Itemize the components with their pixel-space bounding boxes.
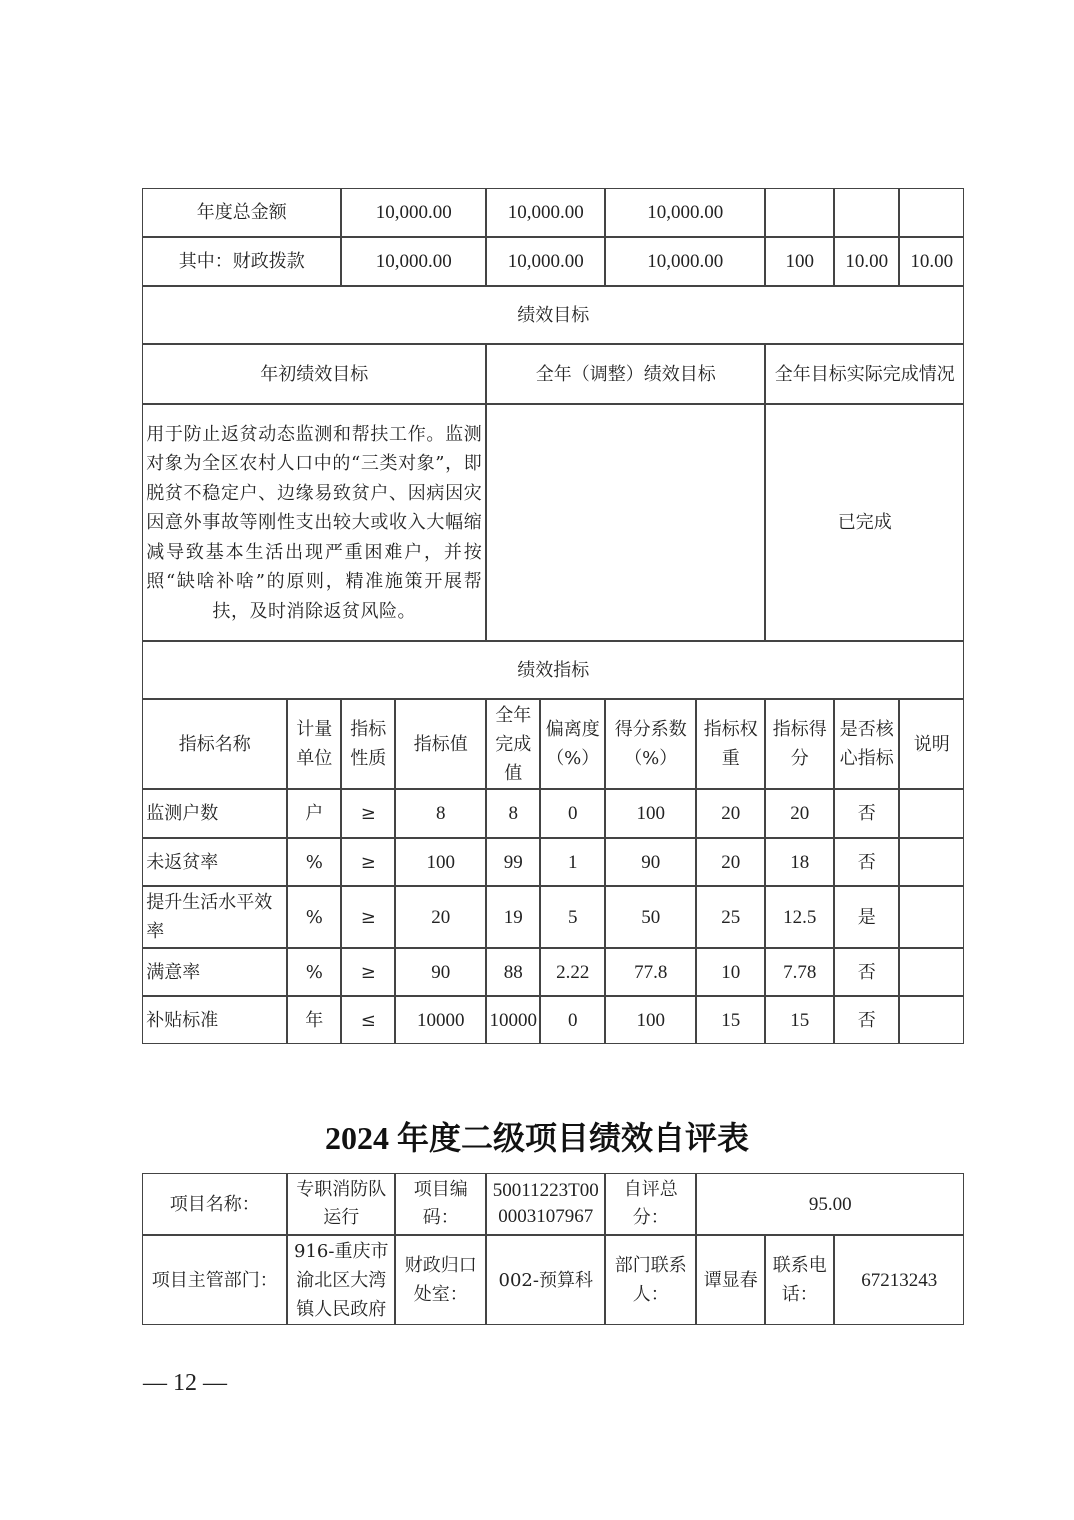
indicator-row-target-value-text: 20 [431, 906, 451, 928]
indicator-row-unit-text: % [305, 906, 323, 928]
indicator-row-unit-text: 年 [305, 1009, 324, 1031]
header-nature-text: 指标性质 [350, 719, 387, 770]
form-title: 2024 年度二级项目绩效自评表 [324, 1120, 749, 1156]
indicator-row-score-coefficient-text: 50 [641, 906, 661, 928]
header-remark-text: 说明 [913, 733, 950, 755]
project-name-value [287, 1173, 395, 1235]
finance-office-value-text: 002-预算科 [498, 1269, 593, 1291]
funds-amount-adjusted-text: 10,000.00 [507, 202, 584, 224]
indicator-row-score-coefficient-text: 77.8 [634, 961, 668, 983]
indicator-row-indicator-name-text: 补贴标准 [146, 1009, 219, 1031]
goals-col-initial-text: 年初绩效目标 [260, 363, 369, 385]
funds-amount-budget-text: 10,000.00 [375, 251, 452, 273]
dept-label-text: 项目主管部门： [151, 1269, 278, 1291]
indicator-row-is-core-text: 否 [857, 851, 876, 873]
indicator-row-actual-value-text: 19 [503, 906, 523, 928]
indicator-row-target-value-text: 10000 [417, 1009, 465, 1031]
indicator-row-actual-value-text: 10000 [489, 1009, 537, 1031]
header-weight-text: 指标权重 [703, 719, 758, 770]
indicator-row-score-text: 12.5 [783, 906, 817, 928]
project-name-value-text: 专职消防队运行 [296, 1179, 387, 1229]
indicator-row-deviation-text: 0 [568, 1009, 578, 1031]
self-score-label-text: 自评总分： [623, 1179, 678, 1229]
indicator-row-nature-text: ≤ [360, 1009, 376, 1031]
funds-rate-text: 10.00 [845, 251, 889, 273]
indicator-row-score-text: 7.78 [783, 961, 817, 983]
indicator-row-indicator-name-text: 满意率 [146, 961, 201, 983]
indicator-row-score-coefficient-text: 100 [636, 1009, 665, 1031]
funds-score-text: 10.00 [910, 251, 954, 273]
indicator-row-indicator-name-text: 提升生活水平效率 [146, 892, 273, 943]
dept-value [287, 1235, 395, 1325]
indicator-row-weight-text: 15 [721, 1009, 741, 1031]
funds-label-text: 年度总金额 [196, 202, 287, 224]
indicator-row-deviation-text: 2.22 [556, 961, 590, 983]
indicator-row-target-value-text: 8 [436, 803, 446, 825]
header-is-core-text: 是否核心指标 [839, 719, 894, 770]
contact-value [696, 1235, 765, 1325]
indicator-row-nature-text: ≥ [360, 803, 376, 825]
indicator-row-is-core-text: 否 [857, 1009, 876, 1031]
indicator-row-nature-text: ≥ [360, 961, 376, 983]
project-code-value [486, 1173, 605, 1235]
indicator-row-is-core-text: 是 [857, 906, 876, 928]
phone-label-text: 联系电话： [772, 1255, 827, 1306]
indicator-row-is-core-text: 否 [857, 961, 876, 983]
contact-label-text: 部门联系人： [614, 1255, 687, 1306]
goals-col-adjusted-text: 全年（调整）绩效目标 [535, 363, 716, 385]
finance-office-label-text: 财政归口处室： [404, 1255, 477, 1306]
indicator-row-unit-text: % [305, 961, 323, 983]
header-deviation-text: 偏离度（%） [545, 719, 600, 770]
indicator-row-nature-text: ≥ [360, 906, 376, 928]
project-name-label-text: 项目名称： [169, 1193, 260, 1215]
funds-weight-text: 100 [785, 251, 814, 273]
header-target-value-text: 指标值 [413, 733, 468, 755]
indicator-row-weight-text: 20 [721, 851, 741, 873]
goals-initial-text-text: 用于防止返贫动态监测和帮扶工作。监测对象为全区农村人口中的“三类对象”，即脱贫不稳定户、边缘易致贫户、因病因灾因意外事故等刚性支出较大或收入大幅缩减导致基本生活出现严重困难户，并按照“缺啥补啥”的原则，精准施策开展帮扶，及时消除返贫风险。 [146, 423, 483, 622]
indicator-row-score-coefficient-text: 100 [636, 803, 665, 825]
self-score-label [605, 1173, 696, 1235]
funds-amount-adjusted-text: 10,000.00 [507, 251, 584, 273]
indicator-row-target-value-text: 100 [426, 851, 455, 873]
indicator-row-actual-value-text: 99 [503, 851, 523, 873]
indicator-row-score-text: 20 [790, 803, 810, 825]
indicator-row-indicator-name-text: 未返贫率 [146, 851, 219, 873]
indicator-row-target-value-text: 90 [431, 961, 451, 983]
indicator-row-unit-text: % [305, 851, 323, 873]
dept-label [142, 1235, 287, 1325]
finance-office-label [395, 1235, 486, 1325]
header-unit-text: 计量单位 [296, 719, 333, 770]
contact-value-text: 谭显春 [703, 1269, 758, 1291]
dept-value-text: 916-重庆市渝北区大湾镇人民政府 [294, 1240, 389, 1320]
indicator-row-deviation-text: 5 [568, 906, 578, 928]
indicator-row-score-coefficient-text: 90 [641, 851, 661, 873]
project-code-label [395, 1173, 486, 1235]
finance-office-value [486, 1235, 605, 1325]
header-score-text: 指标得分 [772, 719, 827, 770]
funds-amount-budget-text: 10,000.00 [375, 202, 452, 224]
project-code-value-text: 50011223T000003107967 [492, 1180, 599, 1228]
funds-amount-executed-text: 10,000.00 [647, 251, 724, 273]
indicator-row-is-core-text: 否 [857, 803, 876, 825]
indicator-row-weight-text: 20 [721, 803, 741, 825]
indicator-row-unit-text: 户 [305, 803, 324, 825]
indicator-row-deviation-text: 1 [568, 851, 578, 873]
indicator-row-weight-text: 10 [721, 961, 741, 983]
page-number: — 12 — [143, 1370, 227, 1396]
indicator-row-actual-value-text: 88 [503, 961, 523, 983]
phone-value [834, 1235, 964, 1325]
funds-amount-executed-text: 10,000.00 [647, 202, 724, 224]
indicator-row-score-text: 18 [790, 851, 810, 873]
indicators-section-title-text: 绩效指标 [517, 659, 590, 681]
indicator-row-actual-value-text: 8 [508, 803, 518, 825]
indicator-row-score-text: 15 [790, 1009, 810, 1031]
self-score-value [696, 1173, 964, 1235]
header-indicator-name-text: 指标名称 [178, 733, 251, 755]
project-name-label [142, 1173, 287, 1235]
header-score-coefficient-text: 得分系数（%） [614, 719, 687, 770]
goals-actual-text-text: 已完成 [837, 512, 892, 534]
goals-section-title-text: 绩效目标 [517, 304, 590, 326]
goals-col-actual-text: 全年目标实际完成情况 [774, 363, 955, 385]
header-actual-value-text: 全年完成值 [495, 704, 532, 784]
project-code-label-text: 项目编码： [413, 1179, 468, 1229]
indicator-row-indicator-name-text: 监测户数 [146, 803, 219, 825]
contact-label [605, 1235, 696, 1325]
self-score-value-text: 95.00 [808, 1193, 852, 1215]
funds-label-text: 其中：财政拨款 [178, 251, 305, 273]
indicator-row-nature-text: ≥ [360, 851, 376, 873]
phone-value-text: 67213243 [861, 1269, 938, 1291]
indicator-row-deviation-text: 0 [568, 803, 578, 825]
phone-label [765, 1235, 834, 1325]
indicator-row-weight-text: 25 [721, 906, 741, 928]
